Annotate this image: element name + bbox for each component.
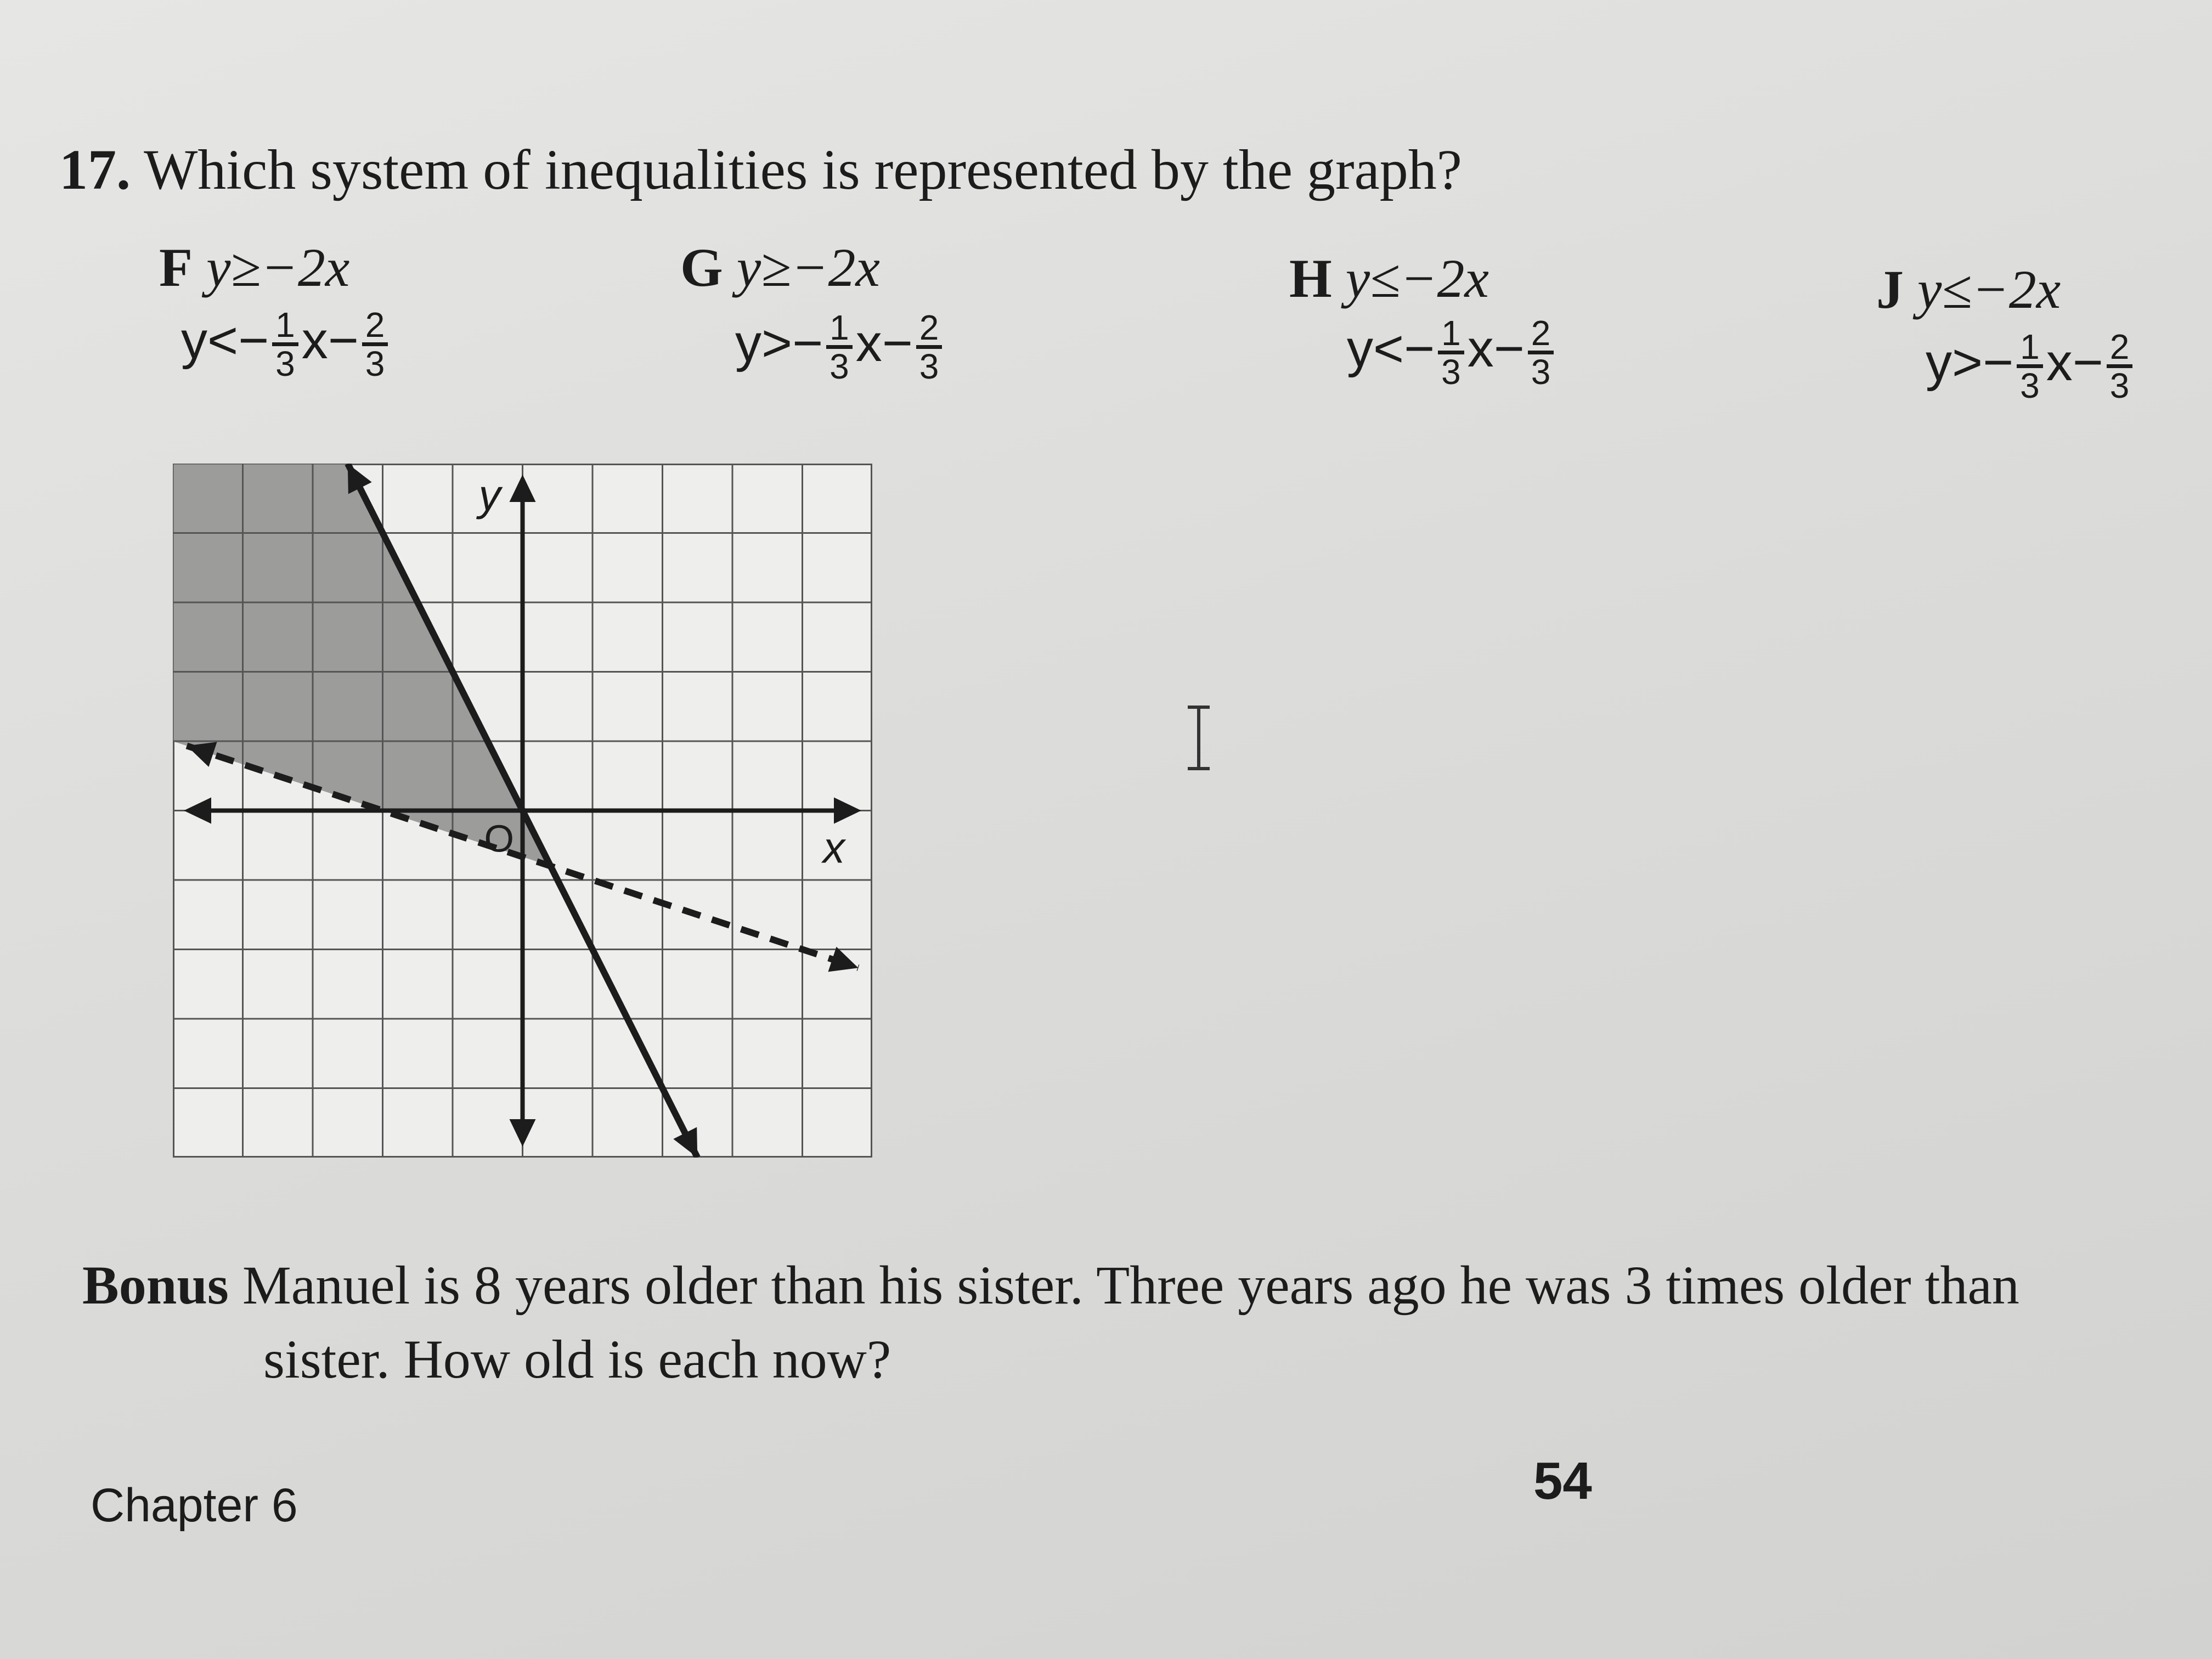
choice-j-inequality-2 (1926, 329, 2136, 403)
choice-inequality-1: y≤−2x (1345, 248, 1489, 309)
choice-inequality-1: y≥−2x (206, 237, 350, 298)
choice-f-inequality-2 (181, 307, 391, 381)
choice-h[interactable] (1289, 247, 1489, 310)
minus-sign: − (2072, 332, 2103, 392)
minus-sign: − (328, 311, 359, 370)
question-number: 17. (59, 138, 131, 201)
bonus-text-line1: Manuel is 8 years older than his sister. Three years ago he was 3 times older than (242, 1255, 2019, 1316)
fraction-two-thirds: $\frac{2}{3}$ (362, 307, 388, 381)
graph-canvas (173, 464, 872, 1158)
bonus-label: Bonus (82, 1255, 229, 1316)
choice-g[interactable] (680, 236, 880, 299)
inequality-graph (173, 464, 872, 1158)
fraction-two-thirds: $\frac{2}{3}$ (916, 310, 943, 384)
fraction-one-third: $\frac{1}{3}$ (1438, 315, 1464, 390)
minus-sign: − (882, 313, 913, 373)
choice-inequality-1: y≤−2x (1917, 259, 2061, 320)
fraction-one-third: $\frac{1}{3}$ (2017, 329, 2043, 403)
question-heading (59, 137, 1462, 202)
variable-x: x (2046, 332, 2073, 392)
variable-x: x (855, 313, 882, 373)
choice-h-inequality-2 (1347, 315, 1557, 390)
choice-inequality-1: y≥−2x (736, 237, 880, 298)
inequality-lhs: y<− (1347, 319, 1435, 378)
choice-g-inequality-2 (735, 310, 945, 384)
bonus-question (82, 1254, 2019, 1317)
text-cursor-icon (1182, 705, 1215, 771)
fraction-one-third: $\frac{1}{3}$ (826, 310, 853, 384)
choice-letter: J (1876, 259, 1904, 320)
bonus-text-line2: sister. How old is each now? (263, 1329, 891, 1390)
variable-x: x (1467, 319, 1494, 378)
fraction-two-thirds: $\frac{2}{3}$ (2107, 329, 2133, 403)
variable-x: x (301, 311, 328, 370)
x-axis-label: x (823, 823, 845, 872)
inequality-lhs: y<− (181, 311, 269, 370)
minus-sign: − (1493, 319, 1525, 378)
inequality-lhs: y>− (1926, 332, 2014, 392)
choice-letter: H (1289, 248, 1332, 309)
choice-letter: F (159, 237, 193, 298)
choice-j[interactable] (1876, 258, 2061, 321)
page-number: 54 (1533, 1452, 1592, 1510)
origin-label: O (484, 817, 514, 860)
choice-f[interactable] (159, 236, 349, 299)
chapter-label: Chapter 6 (91, 1479, 298, 1532)
inequality-lhs: y>− (735, 313, 823, 373)
y-axis-label: y (478, 471, 501, 520)
question-text: Which system of inequalities is represented by the graph? (144, 138, 1462, 201)
fraction-one-third: $\frac{1}{3}$ (272, 307, 298, 381)
choice-letter: G (680, 237, 723, 298)
fraction-two-thirds: $\frac{2}{3}$ (1528, 315, 1554, 390)
